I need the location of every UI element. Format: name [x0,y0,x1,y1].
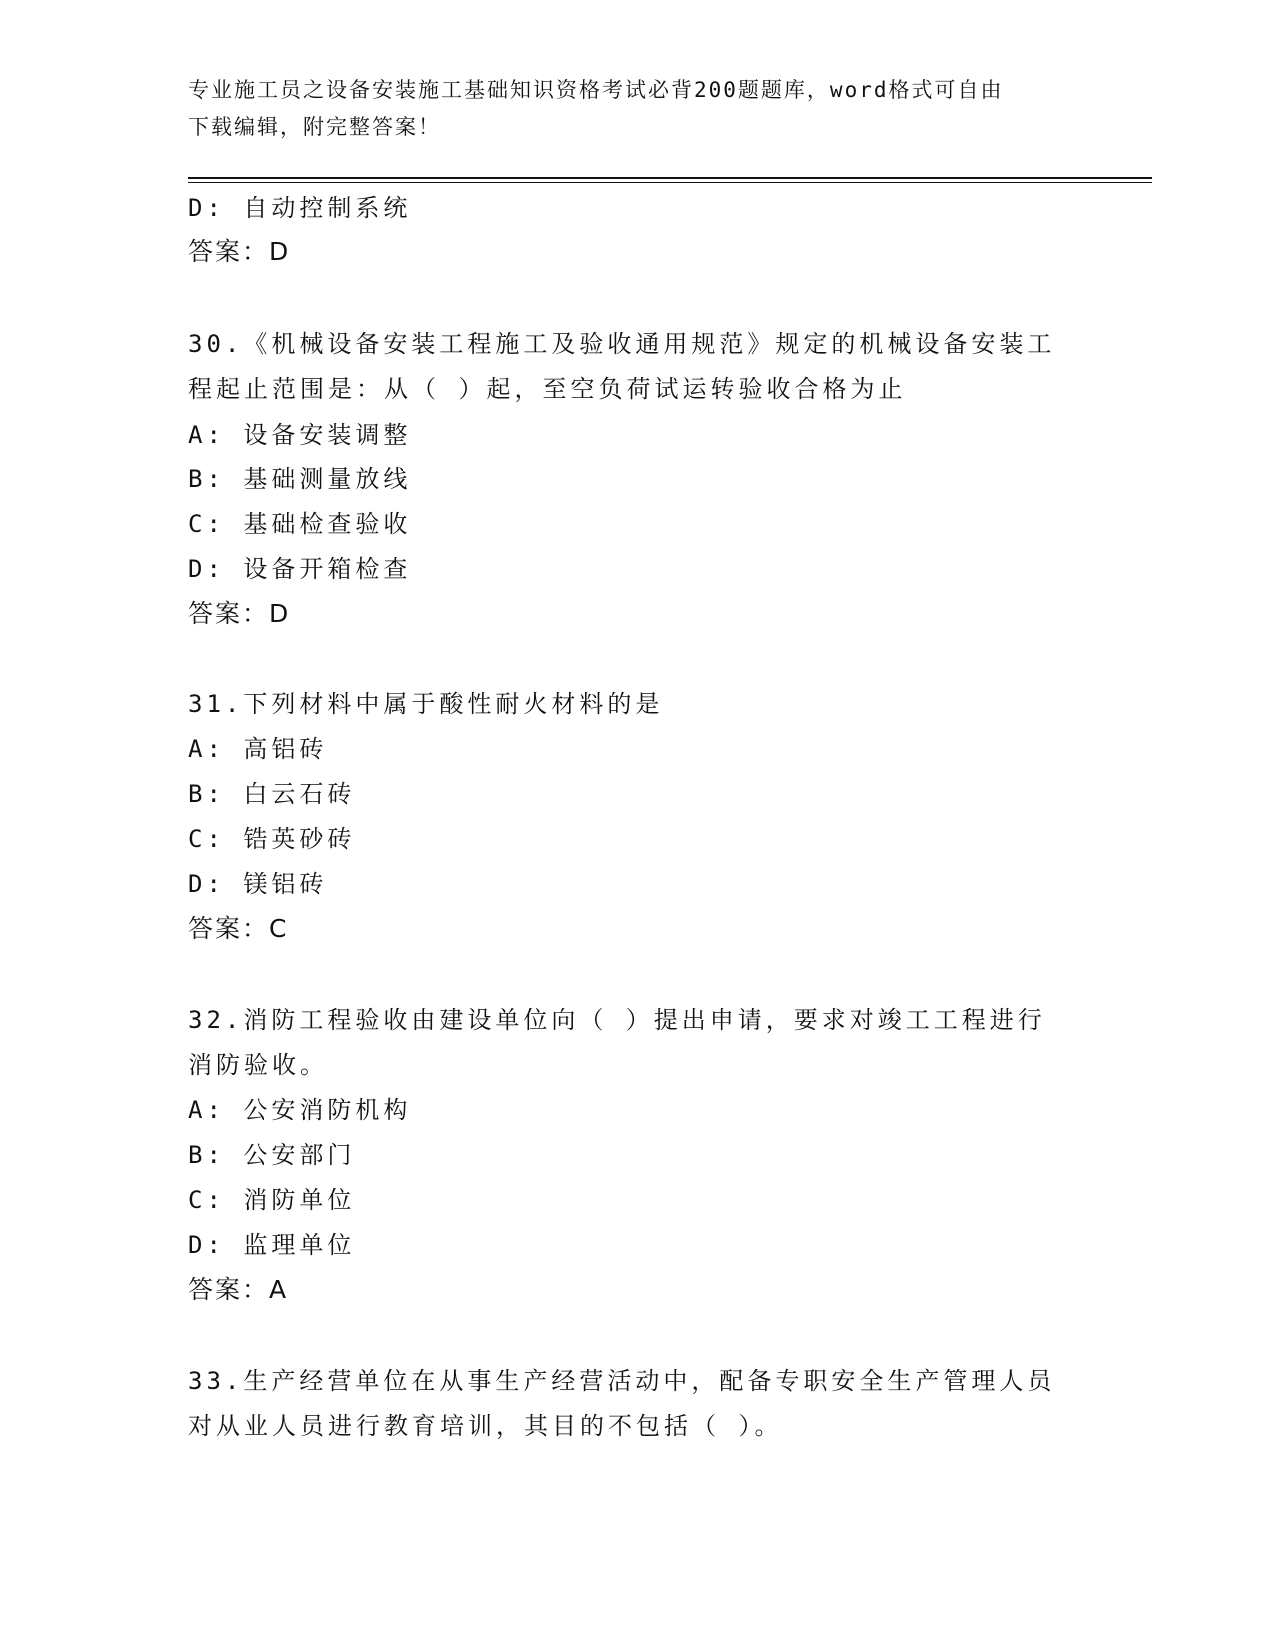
q30-stem-line-2: 程起止范围是：从（ ）起，至空负荷试运转验收合格为止 [188,375,907,403]
q32-option-d: D: 监理单位 [188,1231,356,1259]
q31-option-c: C: 锆英砂砖 [188,825,356,853]
q32-stem-line-2: 消防验收。 [188,1051,328,1079]
q30-answer: 答案：D [188,599,291,628]
q30-option-a: A: 设备安装调整 [188,421,412,449]
header-line-2: 下载编辑，附完整答案！ [188,115,441,139]
q30-option-c: C: 基础检查验收 [188,510,412,538]
prev-option-d: D: 自动控制系统 [188,194,412,222]
q33-stem-line-1: 33.生产经营单位在从事生产经营活动中，配备专职安全生产管理人员 [188,1367,1056,1395]
q30-stem-line-1: 30.《机械设备安装工程施工及验收通用规范》规定的机械设备安装工 [188,330,1056,358]
q30-option-d: D: 设备开箱检查 [188,555,412,583]
q31-answer: 答案：C [188,914,289,943]
header-rule-thin [188,182,1152,183]
q33-stem-line-2: 对从业人员进行教育培训，其目的不包括（ ）。 [188,1412,783,1440]
q32-option-b: B: 公安部门 [188,1141,356,1169]
document-header [188,72,1088,146]
q32-option-a: A: 公安消防机构 [188,1096,412,1124]
q31-option-a: A: 高铝砖 [188,735,328,763]
q32-answer: 答案：A [188,1275,289,1304]
header-rule-thick [188,177,1152,179]
q30-option-b: B: 基础测量放线 [188,465,412,493]
q31-option-d: D: 镁铝砖 [188,870,328,898]
q31-stem-line-1: 31.下列材料中属于酸性耐火材料的是 [188,690,664,718]
q32-option-c: C: 消防单位 [188,1186,356,1214]
prev-answer: 答案：D [188,237,291,266]
header-line-1: 专业施工员之设备安装施工基础知识资格考试必背200题题库，word格式可自由 [188,78,1004,102]
q31-option-b: B: 白云石砖 [188,780,356,808]
q32-stem-line-1: 32.消防工程验收由建设单位向（ ）提出申请，要求对竣工工程进行 [188,1006,1046,1034]
